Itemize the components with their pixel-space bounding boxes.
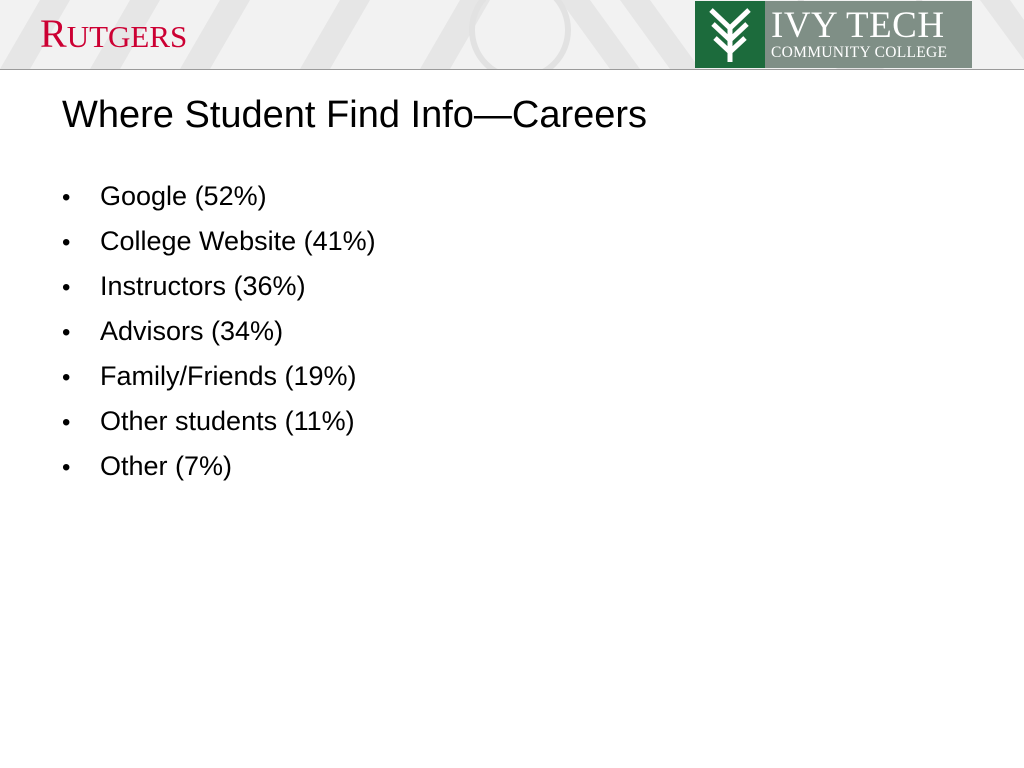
bullet-icon: • — [62, 364, 71, 391]
header-band — [0, 0, 1024, 69]
bullet-text: Other students (11%) — [100, 406, 355, 436]
bullet-text: Family/Friends (19%) — [100, 361, 357, 391]
bullet-icon: • — [62, 184, 71, 211]
bullet-icon: • — [62, 454, 71, 481]
bullet-text: Other (7%) — [100, 451, 233, 481]
rutgers-logo-rest: UTGERS — [66, 19, 188, 54]
bullet-list — [62, 176, 376, 491]
bullet-icon: • — [62, 409, 71, 436]
bullet-icon: • — [62, 274, 71, 301]
ivy-tech-name: IVY TECH — [771, 5, 945, 46]
slide-title: Where Student Find Info—Careers — [62, 94, 648, 136]
bullet-text: College Website (41%) — [100, 226, 376, 256]
header-divider — [0, 69, 1024, 70]
list-item — [62, 446, 376, 491]
ivy-leaf-icon — [695, 1, 765, 68]
rutgers-logo-initial: R — [40, 11, 67, 56]
ivy-leaf-glyph — [705, 6, 755, 64]
bullet-icon: • — [62, 229, 71, 256]
bullet-text: Advisors (34%) — [100, 316, 284, 346]
bullet-text: Google (52%) — [100, 181, 267, 211]
ivy-tech-wordmark — [765, 1, 972, 68]
bullet-text: Instructors (36%) — [100, 271, 306, 301]
list-item — [62, 401, 376, 446]
ivy-tech-subtitle: COMMUNITY COLLEGE — [771, 44, 948, 61]
rutgers-logo — [40, 12, 187, 59]
ivy-tech-logo — [695, 1, 972, 68]
list-item — [62, 221, 376, 266]
list-item — [62, 356, 376, 401]
list-item — [62, 266, 376, 311]
bullet-icon: • — [62, 319, 71, 346]
list-item — [62, 311, 376, 356]
list-item — [62, 176, 376, 221]
